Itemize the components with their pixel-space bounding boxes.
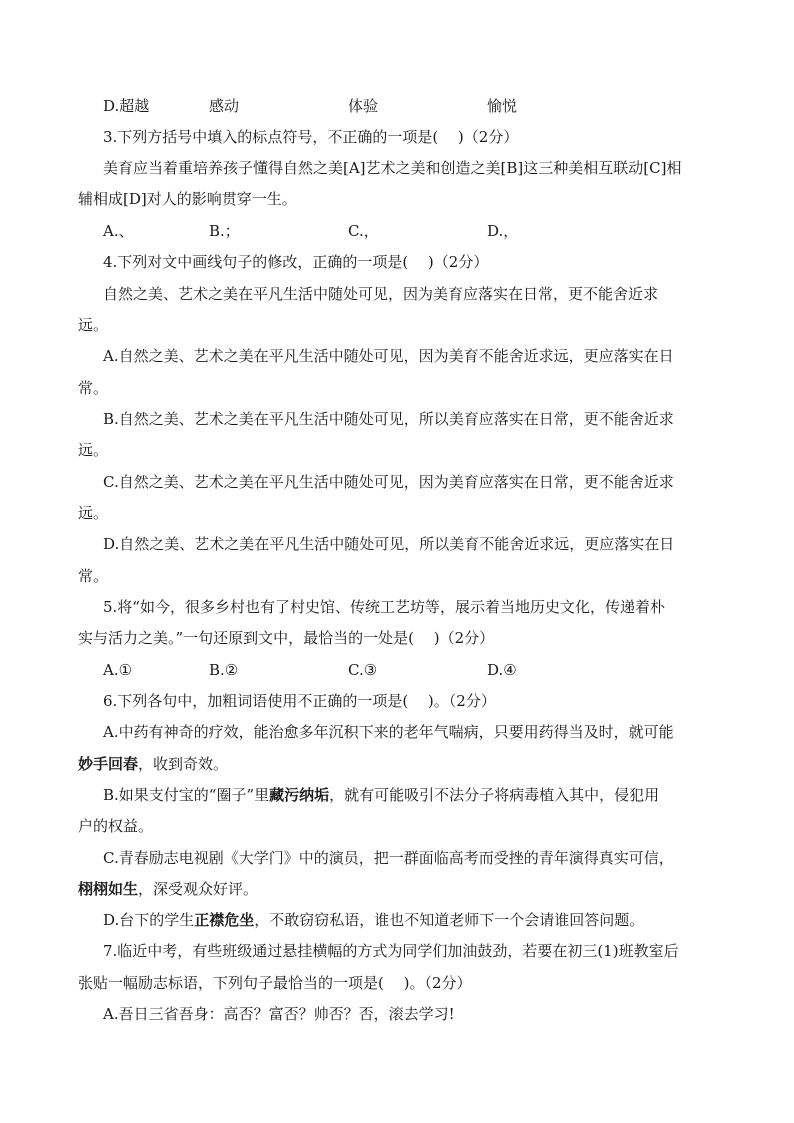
q5-option-d: D.④	[487, 661, 517, 679]
q7-option-a: A.吾日三省吾身：高否？富否？帅否？否，滚去学习!	[103, 1005, 455, 1023]
q3-option-c: C.，	[348, 222, 379, 240]
q4-sentence-line-2: 远。	[78, 316, 109, 334]
q4-option-a-line-1: A.自然之美、艺术之美在平凡生活中随处可见，因为美育不能舍近求远，更应落实在日	[103, 347, 674, 365]
q6-option-b-line-2: 户的权益。	[78, 817, 154, 835]
q6-stem: 6.下列各句中，加粗词语使用不正确的一项是( )。（2分）	[103, 692, 496, 710]
q2-option-d-word-3: 愉悦	[487, 97, 518, 115]
q4-option-a-line-2: 常。	[78, 379, 109, 397]
q6-option-a-line-1: A.中药有神奇的疗效，能治愈多年沉积下来的老年气喘病，只要用药得当及时，就可能	[103, 723, 674, 741]
q6-option-b-bold-term: 藏污纳垢	[269, 786, 330, 804]
q3-passage-line-2: 辅相成[D]对人的影响贯穿一生。	[78, 190, 297, 208]
q3-passage-line-1: 美育应当着重培养孩子懂得自然之美[A]艺术之美和创造之美[B]这三种美相互联动[C]相	[103, 159, 682, 177]
q4-sentence-line-1: 自然之美、艺术之美在平凡生活中随处可见，因为美育应落实在日常，更不能舍近求	[103, 285, 659, 303]
q5-stem-line-1: 5.将“如今，很多乡村也有了村史馆、传统工艺坊等，展示着当地历史文化，传递着朴	[103, 598, 665, 616]
q6-option-a-bold-term: 妙手回春	[78, 755, 139, 773]
q6-option-a-line-2	[78, 754, 228, 776]
q2-option-d: D.超越	[103, 97, 150, 115]
q3-option-d: D.，	[487, 222, 519, 240]
q4-option-c-line-1: C.自然之美、艺术之美在平凡生活中随处可见，因为美育应落实在日常，更不能舍近求	[103, 473, 674, 491]
q7-stem-line-1: 7.临近中考，有些班级通过悬挂横幅的方式为同学们加油鼓劲，若要在初三(1)班教室后	[103, 942, 679, 960]
q5-option-c: C.③	[348, 661, 378, 679]
q4-option-d-line-2: 常。	[78, 567, 109, 585]
q6-option-c-bold-term: 栩栩如生	[78, 880, 139, 898]
q4-option-b-line-2: 远。	[78, 441, 109, 459]
q6-option-d-bold-term: 正襟危坐	[194, 911, 255, 929]
q4-stem: 4.下列对文中画线句子的修改，正确的一项是( )（2分）	[103, 253, 489, 271]
q3-option-a: A.、	[103, 222, 134, 240]
q6-option-c-line-2	[78, 879, 258, 901]
q6-option-c-rest: ，深受观众好评。	[138, 880, 259, 898]
q2-option-d-word-1: 感动	[209, 97, 240, 115]
q3-stem: 3.下列方括号中填入的标点符号，不正确的一项是( )（2分）	[103, 128, 519, 146]
q6-option-b-pre: B.如果支付宝的“圈子”里	[103, 786, 270, 804]
q2-option-d-word-2: 体验	[348, 97, 379, 115]
q6-option-a-rest: ，收到奇效。	[138, 755, 229, 773]
q6-option-b-post: ，就有可能吸引不法分子将病毒植入其中，侵犯用	[329, 786, 660, 804]
q6-option-d-pre: D.台下的学生	[103, 911, 195, 929]
q5-stem-line-2: 实与活力之美。”一句还原到文中，最恰当的一处是( )（2分）	[78, 629, 495, 647]
q7-stem-line-2: 张贴一幅励志标语，下列句子最恰当的一项是( )。（2分）	[78, 974, 472, 992]
q5-option-a: A.①	[103, 661, 133, 679]
q4-option-d-line-1: D.自然之美、艺术之美在平凡生活中随处可见，所以美育不能舍近求远，更应落实在日	[103, 535, 675, 553]
q6-option-b-line-1	[103, 785, 659, 807]
q6-option-d-line	[103, 910, 644, 932]
q3-option-b: B.；	[209, 222, 240, 240]
q5-option-b: B.②	[209, 661, 239, 679]
q6-option-d-post: ，不敢窃窃私语，谁也不知道老师下一个会请谁回答问题。	[254, 911, 645, 929]
q4-option-c-line-2: 远。	[78, 504, 109, 522]
q6-option-c-line-1: C.青春励志电视剧《大学门》中的演员，把一群面临高考而受挫的青年演得真实可信，	[103, 849, 674, 867]
q4-option-b-line-1: B.自然之美、艺术之美在平凡生活中随处可见，所以美育应落实在日常，更不能舍近求	[103, 410, 674, 428]
